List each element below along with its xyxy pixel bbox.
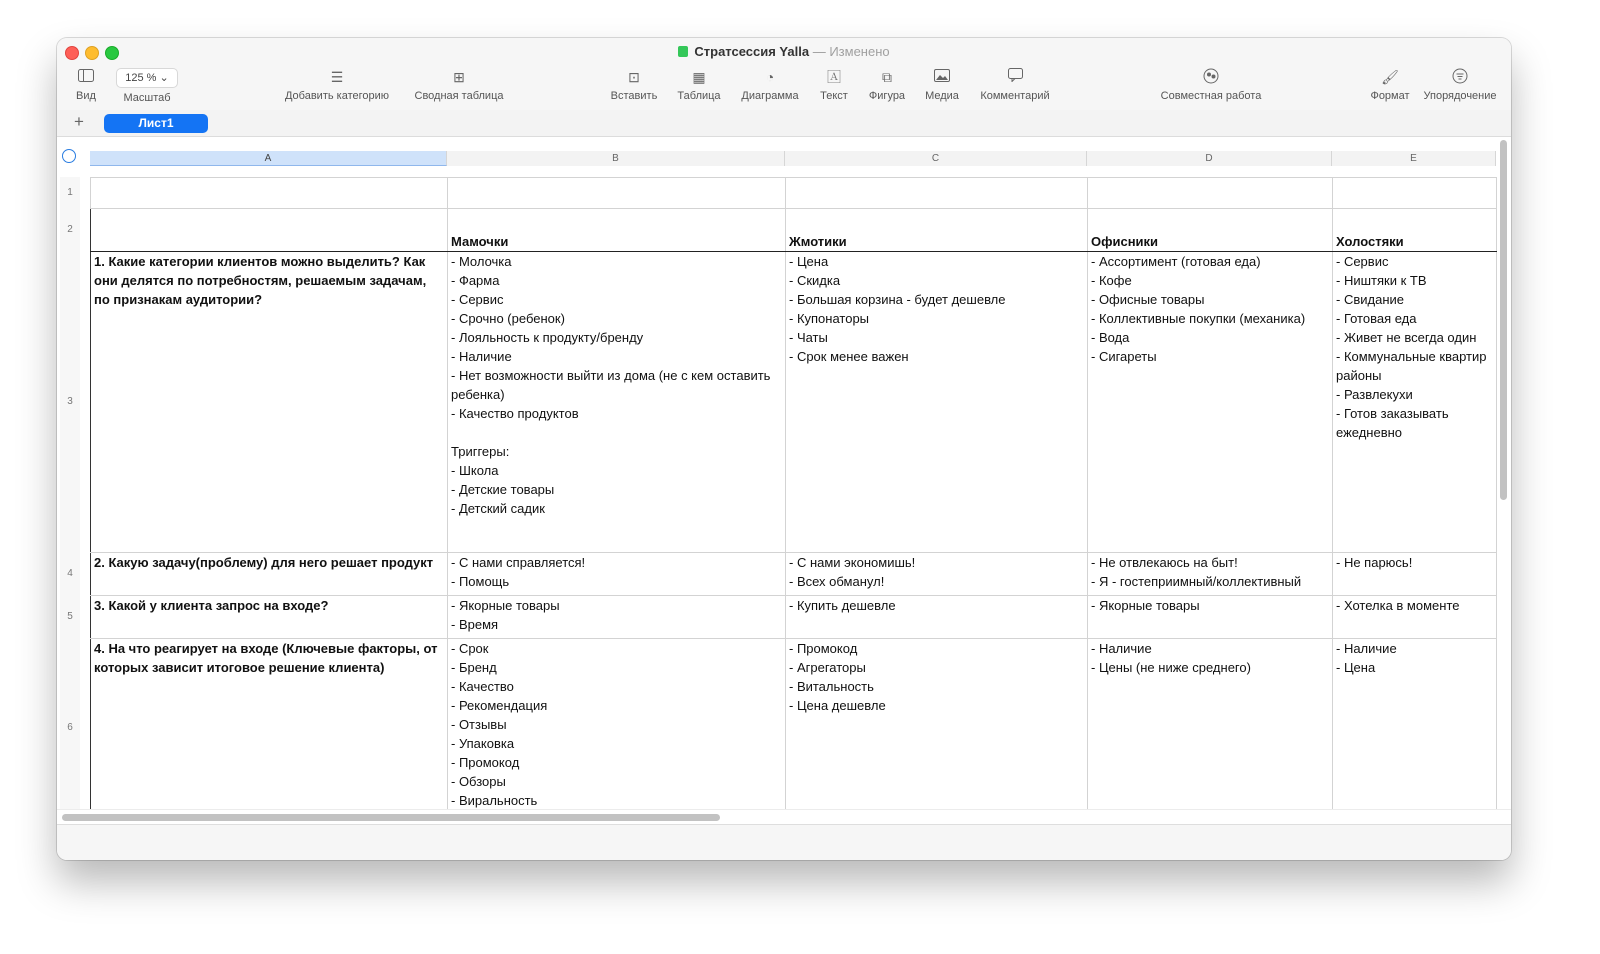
zoom-select[interactable]: 125 % ⌄: [116, 68, 177, 88]
cell-c5[interactable]: - Купить дешевле: [786, 596, 1088, 639]
table-row: [91, 639, 1497, 819]
cell-a3[interactable]: 1. Какие категории клиентов можно выделить? Как они делятся по потребностям, решаемым задачам, по признакам аудитории?: [91, 252, 448, 553]
format-button[interactable]: 🖌 Формат: [1365, 68, 1415, 102]
insert-icon: ⊡: [628, 69, 640, 85]
collaborate-button[interactable]: Совместная работа: [1153, 68, 1269, 102]
comment-button[interactable]: Комментарий: [975, 68, 1055, 102]
titlebar: [57, 38, 1511, 111]
comment-icon: [975, 68, 1055, 86]
column-header-b[interactable]: B: [447, 151, 785, 166]
cell-d4[interactable]: - Не отвлекаюсь на быт! - Я - гостеприимный/коллективный: [1088, 553, 1333, 596]
insert-button[interactable]: ⊡ Вставить: [607, 68, 661, 102]
row-header-5[interactable]: 5: [60, 595, 80, 638]
sheet-bar: [57, 110, 1511, 137]
column-header-a[interactable]: A: [90, 151, 447, 166]
document-status: Изменено: [829, 44, 890, 59]
cell-e2[interactable]: Холостяки: [1333, 209, 1497, 252]
list-icon: ☰: [330, 69, 344, 85]
chart-button[interactable]: ◔ Диаграмма: [737, 68, 803, 102]
pivot-table-icon: ⊞: [453, 69, 465, 85]
cell-c4[interactable]: - С нами экономишь! - Всех обманул!: [786, 553, 1088, 596]
media-button[interactable]: Медиа: [921, 68, 963, 102]
table-select-handle[interactable]: [62, 149, 76, 163]
row-header-6[interactable]: 6: [60, 638, 80, 818]
cell-e4[interactable]: - Не парюсь!: [1333, 553, 1497, 596]
vertical-scrollbar[interactable]: [1500, 140, 1507, 500]
row-header-4[interactable]: 4: [60, 552, 80, 595]
table-row: [91, 596, 1497, 639]
cell-e1[interactable]: [1333, 178, 1497, 209]
text-box-icon: 🄰: [827, 69, 841, 85]
cell-d2[interactable]: Офисники: [1088, 209, 1333, 252]
cell-d1[interactable]: [1088, 178, 1333, 209]
cell-b3[interactable]: - Молочка - Фарма - Сервис - Срочно (ребенок) - Лояльность к продукту/бренду - Наличие - Нет возможности выйти из дома (не с кем оставить ребенка) - Качество продуктов Триггеры: - Школа - Детские товары - Детский садик: [448, 252, 786, 553]
cell-a1[interactable]: [91, 178, 448, 209]
horizontal-scrollbar[interactable]: [62, 814, 720, 821]
app-window: [57, 38, 1511, 860]
cell-e6[interactable]: - Наличие - Цена: [1333, 639, 1497, 819]
cell-d5[interactable]: - Якорные товары: [1088, 596, 1333, 639]
organize-button[interactable]: Упорядочение: [1419, 68, 1501, 102]
document-name: Стратсессия Yalla: [694, 44, 810, 59]
row-header-2[interactable]: 2: [60, 208, 80, 251]
cell-c3[interactable]: - Цена - Скидка - Большая корзина - будет дешевле - Купонаторы - Чаты - Срок менее важен: [786, 252, 1088, 553]
cell-e3[interactable]: - Сервис - Ништяки к ТВ - Свидание - Готовая еда - Живет не всегда один - Коммунальные квартир районы - Развлекухи - Готов заказывать ежедневно: [1333, 252, 1497, 553]
cell-b4[interactable]: - С нами справляется! - Помощь: [448, 553, 786, 596]
numbers-document-icon: [678, 46, 688, 57]
pivot-table-button[interactable]: ⊞ Сводная таблица: [409, 68, 509, 102]
cell-d3[interactable]: - Ассортимент (готовая еда) - Кофе - Офисные товары - Коллективные покупки (механика) - Вода - Сигареты: [1088, 252, 1333, 553]
sidebar-icon: [71, 68, 101, 86]
cell-d6[interactable]: - Наличие - Цены (не ниже среднего): [1088, 639, 1333, 819]
cell-a4[interactable]: 2. Какую задачу(проблему) для него решает продукт: [91, 553, 448, 596]
shape-button[interactable]: ⧉ Фигура: [863, 68, 911, 102]
cell-b6[interactable]: - Срок - Бренд - Качество - Рекомендация - Отзывы - Упаковка - Промокод - Обзоры - Виральность: [448, 639, 786, 819]
image-icon: [921, 68, 963, 86]
table-row: [91, 553, 1497, 596]
column-header-c[interactable]: C: [785, 151, 1087, 166]
sheet-tab-1[interactable]: Лист1: [104, 114, 208, 133]
table-button[interactable]: ▦ Таблица: [673, 68, 725, 102]
cell-c2[interactable]: Жмотики: [786, 209, 1088, 252]
organize-icon: [1419, 68, 1501, 86]
table-icon: ▦: [692, 69, 706, 85]
cell-c1[interactable]: [786, 178, 1088, 209]
horizontal-scroll-track: [57, 809, 1511, 824]
chevron-down-icon: ⌄: [159, 72, 169, 84]
cell-b5[interactable]: - Якорные товары - Время: [448, 596, 786, 639]
shape-icon: ⧉: [882, 69, 892, 85]
sheet-canvas: [57, 137, 1511, 824]
table-header-row: [91, 209, 1497, 252]
collaborate-icon: [1153, 68, 1269, 86]
text-button[interactable]: 🄰 Текст: [815, 68, 853, 102]
window-footer: [57, 824, 1511, 860]
row-header-1[interactable]: 1: [60, 177, 80, 208]
cell-b2[interactable]: Мамочки: [448, 209, 786, 252]
cell-b1[interactable]: [448, 178, 786, 209]
view-button[interactable]: Вид: [71, 68, 101, 102]
window-title: Стратсессия Yalla — Изменено: [57, 44, 1511, 59]
cell-e5[interactable]: - Хотелка в моменте: [1333, 596, 1497, 639]
zoom-control[interactable]: 125 % ⌄ Масштаб: [115, 68, 179, 104]
column-header-d[interactable]: D: [1087, 151, 1332, 166]
add-sheet-button[interactable]: +: [74, 112, 84, 131]
cell-a6[interactable]: 4. На что реагирует на входе (Ключевые факторы, от которых зависит итоговое решение клиента): [91, 639, 448, 819]
row-header-3[interactable]: 3: [60, 251, 80, 552]
spreadsheet-table: [90, 177, 1497, 819]
paintbrush-icon: 🖌: [1381, 69, 1399, 85]
table-row: [91, 252, 1497, 553]
add-category-button[interactable]: ☰ Добавить категорию: [279, 68, 395, 102]
cell-c6[interactable]: - Промокод - Агрегаторы - Витальность - Цена дешевле: [786, 639, 1088, 819]
cell-a2[interactable]: [91, 209, 448, 252]
table-row: [91, 178, 1497, 209]
cell-a5[interactable]: 3. Какой у клиента запрос на входе?: [91, 596, 448, 639]
chart-icon: ◔: [765, 69, 775, 85]
column-header-e[interactable]: E: [1332, 151, 1496, 166]
